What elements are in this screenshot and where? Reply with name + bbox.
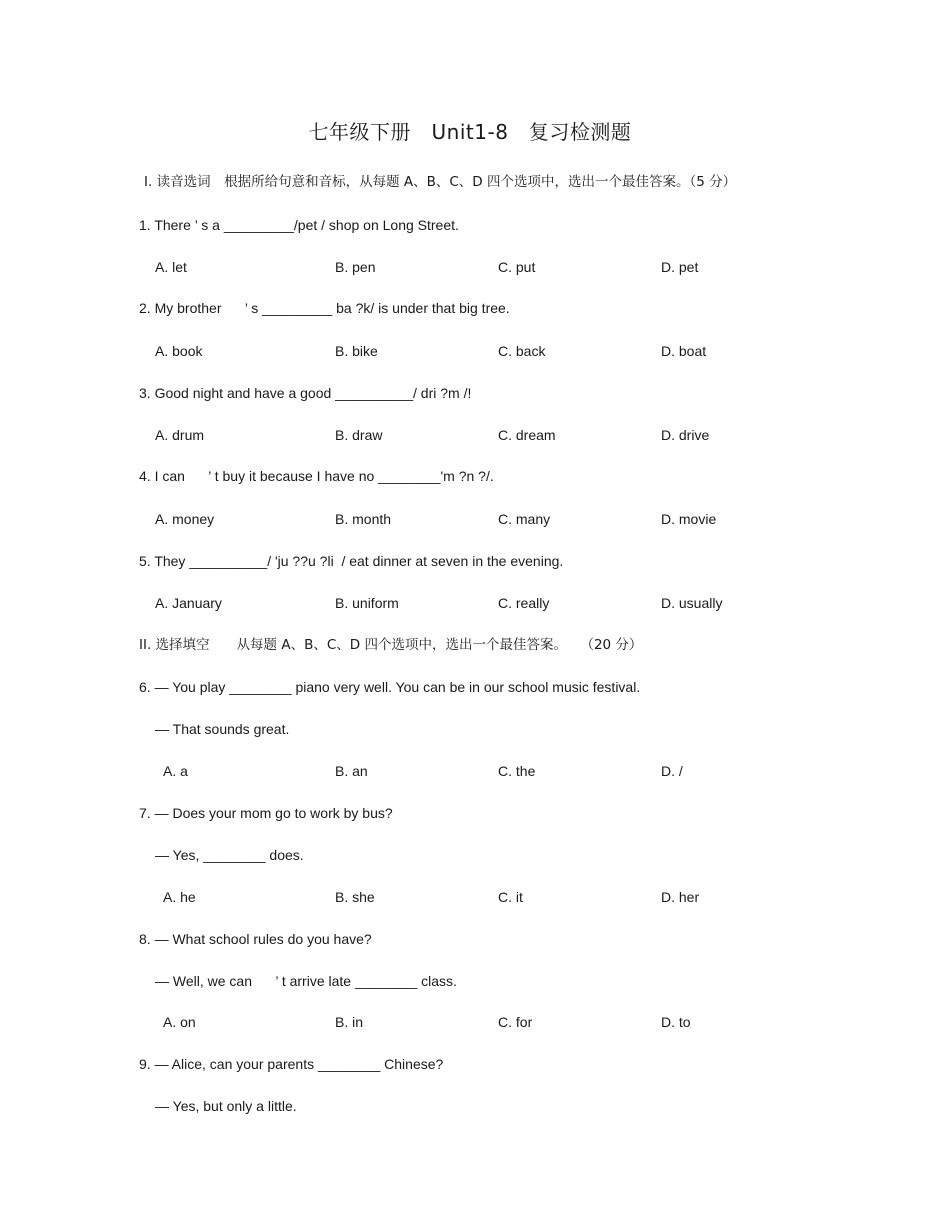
question-3-option-a: A. drum [155,427,205,443]
question-1-option-d: D. pet [661,259,699,275]
question-4-option-c: C. many [498,511,551,527]
question-6-option-a: A. a [163,763,188,779]
question-2-option-b: B. bike [335,343,378,359]
question-9-reply: — Yes, but only a little. [155,1098,297,1114]
question-6-reply: — That sounds great. [155,721,290,737]
question-6-option-c: C. the [498,763,536,779]
question-4-option-b: B. month [335,511,392,527]
question-8-option-c: C. for [498,1014,533,1030]
question-5-option-b: B. uniform [335,595,399,611]
question-7-option-d: D. her [661,889,700,905]
question-1-option-b: B. pen [335,259,376,275]
question-2-option-c: C. back [498,343,546,359]
question-6-option-d: D. / [661,763,683,779]
question-1-option-a: A. let [155,259,187,275]
question-7-option-c: C. it [498,889,523,905]
question-5-text: 5. They __________/ 'ju ??u ?li / eat dinner at seven in the evening. [139,553,564,569]
question-6-text: 6. — You play ________ piano very well. You can be in our school music festival. [139,679,641,695]
question-6-option-b: B. an [335,763,368,779]
question-1-option-c: C. put [498,259,536,275]
question-7-reply: — Yes, ________ does. [155,847,304,863]
question-4-text: 4. I can ’ t buy it because I have no ________'m ?n ?/. [139,468,494,484]
section-1-heading: Ⅰ. 读音选词 根据所给句意和音标，从每题 A、B、C、D 四个选项中，选出一个最佳答案。（5 分） [144,174,737,190]
question-4-option-a: A. money [155,511,215,527]
question-2-option-d: D. boat [661,343,707,359]
question-3-option-c: C. dream [498,427,556,443]
question-4-option-d: D. movie [661,511,717,527]
question-3-text: 3. Good night and have a good __________/ dri ?m /! [139,385,472,401]
question-3-option-b: B. draw [335,427,383,443]
question-7-option-b: B. she [335,889,375,905]
section-2-heading: II. 选择填空 从每题 A、B、C、D 四个选项中，选出一个最佳答案。 （20 分） [139,637,643,653]
question-5-option-d: D. usually [661,595,723,611]
question-8-option-b: B. in [335,1014,364,1030]
question-5-option-c: C. really [498,595,550,611]
question-2-option-a: A. book [155,343,203,359]
question-7-text: 7. — Does your mom go to work by bus? [139,805,393,821]
question-8-option-d: D. to [661,1014,691,1030]
question-3-option-d: D. drive [661,427,710,443]
question-5-option-a: A. January [155,595,222,611]
question-8-text: 8. — What school rules do you have? [139,931,372,947]
question-7-option-a: A. he [163,889,196,905]
question-9-text: 9. — Alice, can your parents ________ Chinese? [139,1056,444,1072]
question-1-text: 1. There ’ s a _________/pet / shop on Long Street. [139,217,459,233]
question-8-reply: — Well, we can ’ t arrive late ________ class. [155,973,457,989]
question-2-text: 2. My brother ’ s _________ ba ?k/ is under that big tree. [139,300,510,316]
page-title: 七年级下册 Unit1-8 复习检测题 [308,120,632,144]
question-8-option-a: A. on [163,1014,196,1030]
